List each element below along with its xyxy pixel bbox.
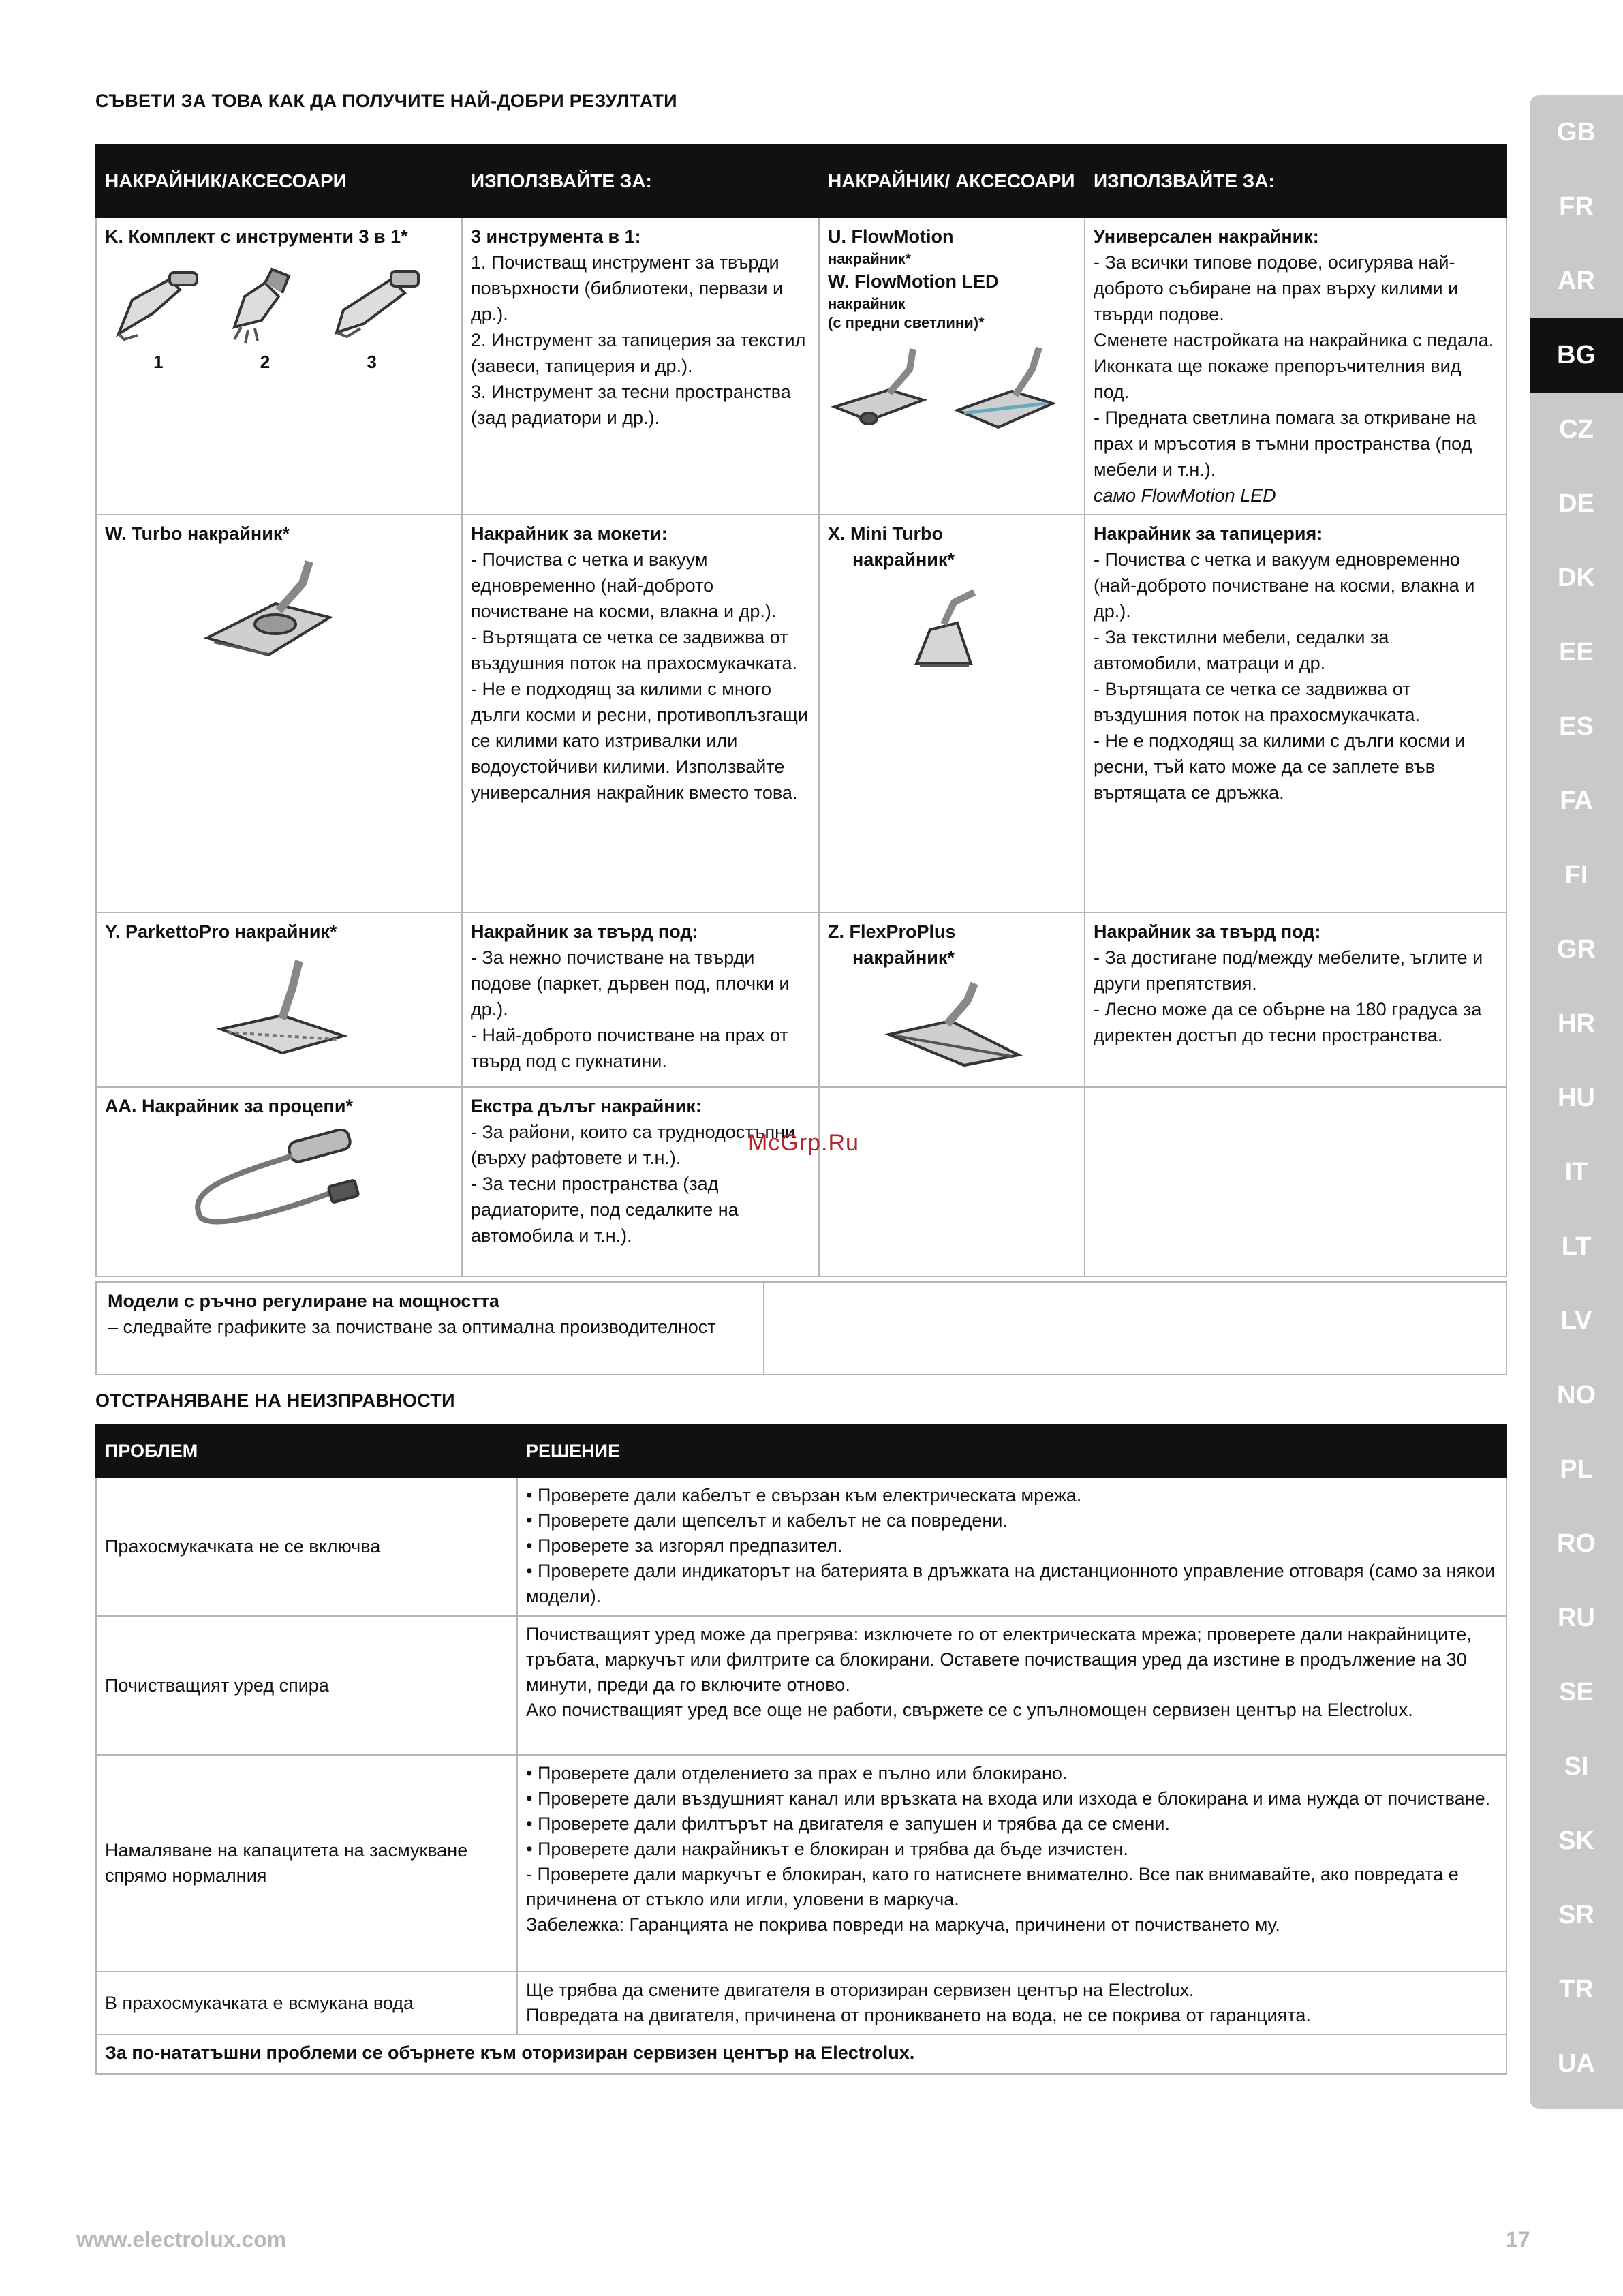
header-nozzle-2: НАКРАЙНИК/ АКСЕСОАРИ	[819, 145, 1085, 217]
accessory-w-use-title: Накрайник за мокети:	[471, 523, 668, 544]
tool-label-1: 1	[153, 352, 164, 372]
accessory-k	[96, 217, 462, 515]
accessory-k-use	[462, 217, 819, 515]
header-problem: ПРОБЛЕМ	[96, 1425, 517, 1477]
problem-cell: Намаляване на капацитета на засмукване спрямо нормалния	[96, 1755, 517, 1972]
solution-line: • Проверете дали индикаторът на батерията в дръжката на дистанционното управление отговаря (само за някои модели).	[526, 1561, 1496, 1606]
accessories-table	[95, 144, 1507, 1277]
language-tab-fi[interactable]: FI	[1564, 861, 1588, 889]
accessory-w-led-name: (с предни светлини)*	[828, 314, 985, 331]
solution-line: Повредата на двигателя, причинена от проникването на вода, не се покрива от гаранцията.	[526, 2005, 1311, 2025]
accessory-z-use	[1085, 913, 1506, 1087]
page-number: 17	[1506, 2227, 1530, 2252]
accessory-row-w-x	[96, 515, 1506, 913]
accessory-u-use-italic: само FlowMotion LED	[1094, 485, 1276, 506]
language-tab-tr[interactable]: TR	[1559, 1975, 1594, 2004]
language-tab-bg[interactable]: BG	[1530, 318, 1623, 393]
accessory-row-k-u	[96, 217, 1506, 515]
language-tab-sr[interactable]: SR	[1558, 1901, 1594, 1929]
accessory-x-use-title: Накрайник за тапицерия:	[1094, 523, 1323, 544]
accessory-y-name: Y. ParkettoPro накрайник*	[105, 921, 337, 942]
accessory-x	[819, 515, 1085, 913]
tool-labels	[105, 349, 425, 375]
header-nozzle: НАКРАЙНИК/АКСЕСОАРИ	[96, 145, 462, 217]
accessory-w	[96, 515, 462, 913]
solution-cell	[517, 1972, 1506, 2034]
language-tab-ru[interactable]: RU	[1558, 1604, 1595, 1632]
accessory-u-use-line: Сменете настройката на накрайника с педала. Иконката ще покаже препоръчителния вид под.	[1094, 330, 1494, 402]
footer-url: www.electrolux.com	[76, 2227, 287, 2252]
accessory-x-name: накрайник*	[852, 549, 955, 570]
solution-line: • Проверете дали въздушният канал или връзката на входа или изхода е блокирана и има нужда от почистване.	[526, 1788, 1491, 1809]
solution-line: Забележка: Гаранцията не покрива повреди на маркуча, причинени от почистването му.	[526, 1914, 1280, 1935]
accessory-k-use-title: 3 инструмента в 1:	[471, 226, 641, 247]
problem-cell: Почистващият уред спира	[96, 1616, 517, 1755]
troubleshooting-row	[96, 1616, 1506, 1755]
language-tab-de[interactable]: DE	[1558, 489, 1594, 518]
solution-line: Ще трябва да смените двигателя в оторизиран сервизен център на Electrolux.	[526, 1980, 1194, 2000]
accessory-aa-use	[462, 1087, 819, 1276]
troubleshooting-row	[96, 1972, 1506, 2034]
accessory-x-use-line: - Почиства с четка и вакуум едновременно (най-доброто почистване на косми, влакна и др.).	[1094, 549, 1475, 622]
solution-line: - Проверете дали маркучът е блокиран, като го натиснете внимателно. Все пак внимавайте, ако повредата е причинена от стъкло или игли, уловени в маркуча.	[526, 1864, 1459, 1910]
solution-line: • Проверете за изгорял предпазител.	[526, 1535, 843, 1556]
power-modes-title: Модели с ръчно регулиране на мощността	[108, 1291, 499, 1311]
accessory-y-use	[462, 913, 819, 1087]
solution-line: • Проверете дали кабелът е свързан към електрическата мрежа.	[526, 1485, 1082, 1505]
accessory-u-name: накрайник*	[828, 250, 912, 267]
accessory-k-use-line: 3. Инструмент за тесни пространства (зад радиатори и др.).	[471, 382, 791, 428]
parkettopro-nozzle-icon	[105, 954, 432, 1056]
troubleshooting-row	[96, 1755, 1506, 1972]
accessory-w-use-line: - Почиства с четка и вакуум едновременно (най-доброто почистване на косми, влакна и др.).	[471, 549, 777, 622]
accessory-k-use-line: 1. Почистващ инструмент за твърди повърхности (библиотеки, первази и др.).	[471, 252, 784, 324]
accessory-x-name: X. Mini Turbo	[828, 523, 943, 544]
empty-cell	[1085, 1087, 1506, 1276]
language-tab-fr[interactable]: FR	[1559, 192, 1594, 221]
language-tab-pl[interactable]: PL	[1560, 1455, 1593, 1484]
accessory-u	[819, 217, 1085, 515]
language-tab-lv[interactable]: LV	[1560, 1306, 1592, 1335]
accessory-w-led-name: накрайник	[828, 295, 906, 312]
accessory-x-use	[1085, 515, 1506, 913]
tool-kit-3in1-icon	[105, 259, 425, 348]
accessory-x-use-line: - За текстилни мебели, седалки за автомобили, матраци и др.	[1094, 627, 1389, 673]
accessory-w-use	[462, 515, 819, 913]
solution-line: Ако почистващият уред все още не работи, свържете се с упълномощен сервизен център на Electrolux.	[526, 1700, 1413, 1720]
flowmotion-nozzle-icon	[828, 342, 1073, 438]
language-tab-ar[interactable]: AR	[1558, 266, 1595, 295]
power-modes-cell	[96, 1282, 764, 1375]
accessory-y-use-title: Накрайник за твърд под:	[471, 921, 698, 942]
language-tab-sk[interactable]: SK	[1558, 1826, 1594, 1855]
accessory-w-name: W. Turbo накрайник*	[105, 523, 290, 544]
accessory-row-aa	[96, 1087, 1506, 1276]
accessory-x-use-line: - Въртящата се четка се задвижва от въздушния поток на прахосмукачката.	[1094, 679, 1421, 725]
turbo-nozzle-icon	[105, 556, 432, 665]
accessory-u-use	[1085, 217, 1506, 515]
accessory-y-use-line: - Най-доброто почистване на прах от твърд под с пукнатини.	[471, 1025, 788, 1071]
solution-cell	[517, 1616, 1506, 1755]
language-tab-ee[interactable]: EE	[1559, 638, 1594, 667]
accessory-w-use-line: - Въртящата се четка се задвижва от въздушния поток на прахосмукачката.	[471, 627, 798, 673]
header-use-for: ИЗПОЛЗВАЙТЕ ЗА:	[462, 145, 819, 217]
language-tabs	[1530, 95, 1623, 2109]
tips-title: СЪВЕТИ ЗА ТОВА КАК ДА ПОЛУЧИТЕ НАЙ-ДОБРИ РЕЗУЛТАТИ	[95, 91, 677, 111]
troubleshooting-footer: За по-нататъшни проблеми се обърнете към оторизиран сервизен център на Electrolux.	[96, 2034, 1506, 2074]
accessory-aa-name: AA. Накрайник за процепи*	[105, 1096, 353, 1116]
language-tab-se[interactable]: SE	[1559, 1678, 1594, 1706]
empty-cell	[764, 1282, 1506, 1375]
language-tab-cz[interactable]: CZ	[1559, 415, 1594, 444]
accessories-header-row	[96, 145, 1506, 217]
solution-line: • Проверете дали накрайникът е блокиран и трябва да бъде изчистен.	[526, 1839, 1128, 1859]
solution-line: • Проверете дали отделението за прах е пълно или блокирано.	[526, 1763, 1068, 1784]
watermark: McGrp.Ru	[748, 1130, 859, 1156]
accessory-k-name: K. Комплект с инструменти 3 в 1*	[105, 226, 408, 247]
language-tab-fa[interactable]: FA	[1560, 786, 1593, 815]
troubleshooting-title: ОТСТРАНЯВАНЕ НА НЕИЗПРАВНОСТИ	[95, 1390, 455, 1411]
accessory-u-use-title: Универсален накрайник:	[1094, 226, 1319, 247]
solution-line: Почистващият уред може да прегрява: изключете го от електрическата мрежа; проверете дали накрайниците, тръбата, маркучът или филтрите са блокирани. Оставете почистващия уред да изстине в продължение на 30 минути, преди да го включите отново.	[526, 1624, 1472, 1695]
language-tab-es[interactable]: ES	[1559, 712, 1594, 741]
accessory-u-name: U. FlowMotion	[828, 226, 954, 247]
language-tab-lt[interactable]: LT	[1561, 1232, 1592, 1261]
language-tab-hu[interactable]: HU	[1558, 1084, 1595, 1112]
accessory-z-use-line: - Лесно може да се обърне на 180 градуса за директен достъп до тесни пространства.	[1094, 999, 1482, 1045]
solution-line: • Проверете дали щепселът и кабелът не са повредени.	[526, 1510, 1008, 1531]
accessory-aa-use-title: Екстра дълъг накрайник:	[471, 1096, 702, 1116]
accessory-w-use-line: - Не е подходящ за килими с много дълги косми и ресни, противоплъзгащи се килими като изтривалки или водоустойчиви килими. Използвайте универсалния накрайник вместо това.	[471, 679, 808, 803]
accessory-u-use-line: - За всички типове подове, осигурява най-доброто събиране на прах върху килими и твърди подове.	[1094, 252, 1459, 324]
language-tab-si[interactable]: SI	[1564, 1752, 1589, 1781]
accessory-aa-use-line: - За тесни пространства (зад радиаторите, под седалките на автомобила и т.н.).	[471, 1174, 739, 1246]
accessory-u-use-line: - Предната светлина помага за откриване на прах и мръсотия в тъмни пространства (под мебели и т.н.).	[1094, 408, 1477, 480]
solution-line: • Проверете дали филтърът на двигателя е запушен и трябва да се смени.	[526, 1813, 1170, 1834]
language-tab-it[interactable]: IT	[1564, 1158, 1588, 1187]
problem-cell: В прахосмукачката е всмукана вода	[96, 1972, 517, 2034]
accessory-y-use-line: - За нежно почистване на твърди подове (паркет, дървен под, плочки и др.).	[471, 947, 790, 1020]
accessory-y	[96, 913, 462, 1087]
accessory-k-use-line: 2. Инструмент за тапицерия за текстил (завеси, тапицерия и др.).	[471, 330, 806, 376]
mini-turbo-nozzle-icon	[828, 582, 1073, 677]
language-tab-dk[interactable]: DK	[1558, 564, 1595, 592]
troubleshooting-footer-row	[96, 2034, 1506, 2074]
tool-label-3: 3	[367, 352, 377, 372]
solution-cell	[517, 1477, 1506, 1616]
language-tab-hr[interactable]: HR	[1558, 1009, 1595, 1038]
accessory-aa-use-line: - За райони, които са труднодостъпни (върху рафтовете и т.н.).	[471, 1122, 796, 1168]
header-solution: РЕШЕНИЕ	[517, 1425, 1506, 1477]
power-modes-text: – следвайте графиките за почистване за оптимална производителност	[108, 1317, 716, 1337]
language-tab-ua[interactable]: UA	[1558, 2049, 1595, 2078]
accessory-row-y-z	[96, 913, 1506, 1087]
language-tab-no[interactable]: NO	[1557, 1381, 1596, 1409]
accessory-w-led-name: W. FlowMotion LED	[828, 271, 999, 292]
accessory-x-use-line: - Не е подходящ за килими с дълги косми и ресни, тъй като може да се заплете във въртящата се дръжка.	[1094, 731, 1466, 803]
accessory-z-use-title: Накрайник за твърд под:	[1094, 921, 1321, 942]
language-tab-ro[interactable]: RO	[1557, 1529, 1596, 1558]
language-tab-gb[interactable]: GB	[1557, 118, 1596, 147]
troubleshooting-table	[95, 1424, 1507, 2075]
accessory-z	[819, 913, 1085, 1087]
accessory-z-name: Z. FlexProPlus	[828, 921, 956, 942]
troubleshooting-row	[96, 1477, 1506, 1616]
accessory-z-use-line: - За достигане под/между мебелите, ъглите и други препятствия.	[1094, 947, 1483, 994]
accessory-aa	[96, 1087, 462, 1276]
flexproplus-nozzle-icon	[828, 980, 1073, 1069]
accessory-z-name: накрайник*	[852, 947, 955, 968]
empty-cell	[819, 1087, 1085, 1276]
problem-cell: Прахосмукачката не се включва	[96, 1477, 517, 1616]
power-modes-row	[96, 1282, 1506, 1375]
solution-cell	[517, 1755, 1506, 1972]
tool-label-2: 2	[260, 352, 270, 372]
language-tab-gr[interactable]: GR	[1557, 935, 1596, 964]
header-use-for-2: ИЗПОЛЗВАЙТЕ ЗА:	[1085, 145, 1506, 217]
crevice-nozzle-icon	[105, 1129, 432, 1231]
power-modes-table	[95, 1281, 1507, 1375]
troubleshooting-header-row	[96, 1425, 1506, 1477]
